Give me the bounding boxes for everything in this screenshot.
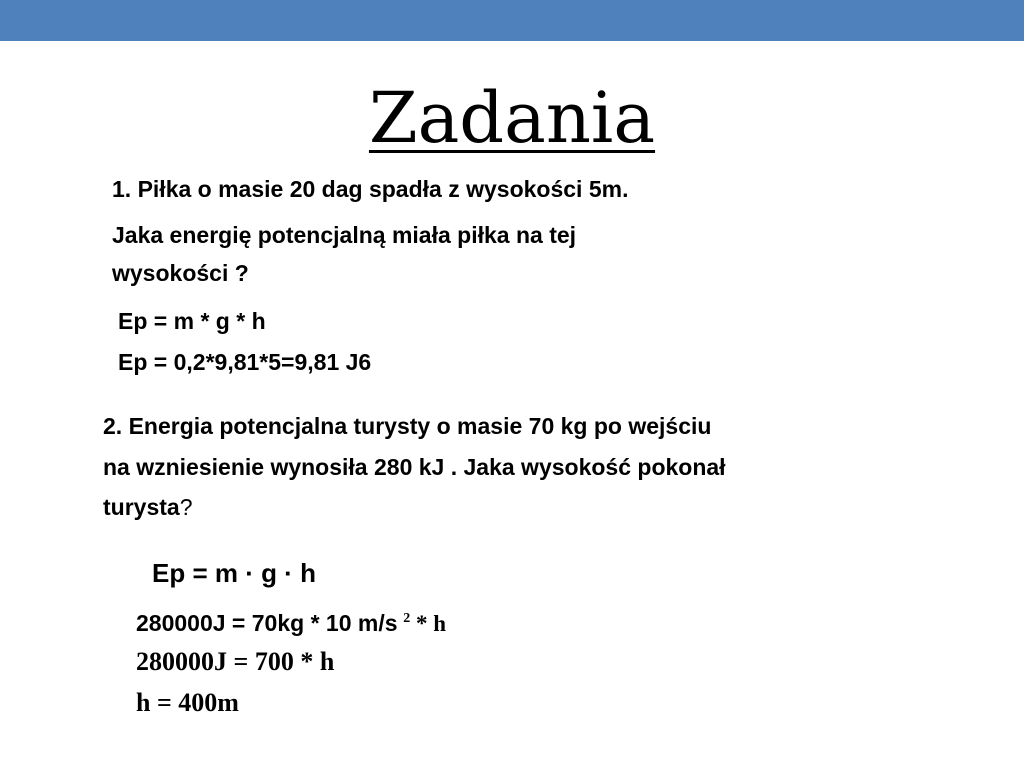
task2-calc-1-exponent-wrap xyxy=(398,611,447,636)
task1-line-1: 1. Piłka o masie 20 dag spadła z wysokości 5m. xyxy=(112,176,629,202)
task2-line-3 xyxy=(103,491,193,524)
task2-line-2: na wzniesienie wynosiła 280 kJ . Jaka wysokość pokonał xyxy=(103,454,726,480)
top-accent-bar xyxy=(0,0,1024,41)
task1-solution: Ep = 0,2*9,81*5=9,81 J6 xyxy=(118,349,372,375)
task2-line-1: 2. Energia potencjalna turysty o masie 70 kg po wejściu xyxy=(103,413,712,439)
slide-title-text: Zadania xyxy=(368,77,656,159)
task1-formula: Ep = m * g * h xyxy=(118,308,266,334)
slide-title xyxy=(0,76,1024,160)
task2-line-3-text: turysta xyxy=(103,494,180,520)
task2-calc-1-main: 280000J = 70kg * 10 m/s xyxy=(136,610,398,636)
task2-calc-line-3: h = 400m xyxy=(136,688,239,717)
task2-formula: Ep = m · g · h xyxy=(152,558,316,588)
task2-calc-1-tail: * h xyxy=(410,611,447,636)
task1-line-3: wysokości ? xyxy=(112,260,249,286)
task2-question-mark: ? xyxy=(179,494,193,520)
task1-line-2: Jaka energię potencjalną miała piłka na tej xyxy=(112,222,577,248)
task2-calc-1-exponent: 2 xyxy=(403,611,411,626)
task2-calc-line-2: 280000J = 700 * h xyxy=(136,647,335,676)
task2-calc-line-1 xyxy=(136,602,446,641)
